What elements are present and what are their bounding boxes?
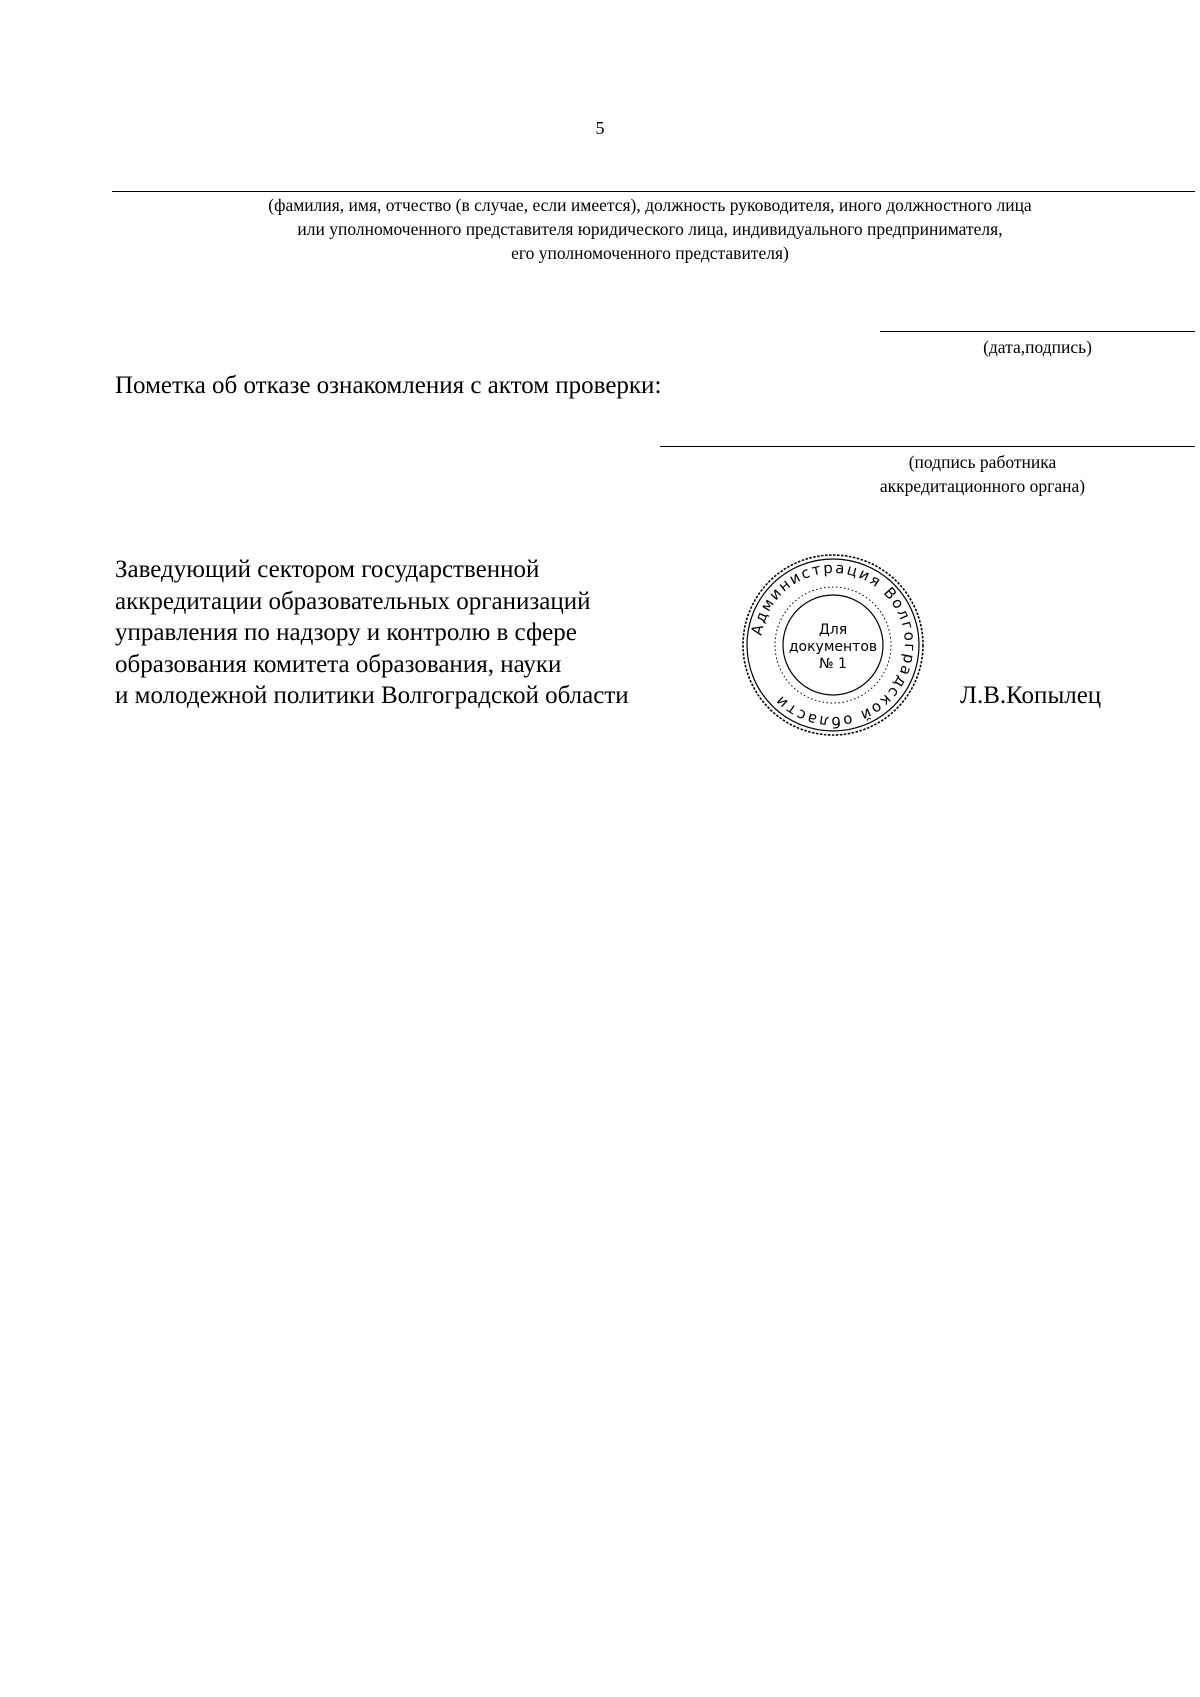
representative-caption-line: его уполномоченного представителя) (511, 243, 789, 263)
stamp-center-line: Для (818, 622, 848, 638)
representative-signature-line (112, 191, 1195, 192)
refusal-caption-line: аккредитационного органа) (879, 476, 1086, 496)
date-signature-caption: (дата,подпись) (983, 337, 1092, 357)
refusal-signature-caption (830, 450, 1135, 498)
stamp-ring-text: Администрация Волгоградской области (747, 558, 920, 732)
signatory-position-line: аккредитации образовательных организаций (115, 587, 591, 615)
signatory-name: Л.В.Копылец (960, 682, 1102, 709)
official-stamp (740, 552, 926, 738)
refusal-signature-line (660, 446, 1195, 447)
signatory-position-line: и молодежной политики Волгоградской области (115, 682, 629, 709)
refusal-caption-line: (подпись работника (908, 452, 1057, 472)
representative-caption-line: или уполномоченного представителя юридического лица, индивидуального предпринимателя, (297, 219, 1003, 239)
signatory-position-line: Заведующий сектором государственной (115, 556, 540, 583)
representative-caption (150, 193, 1150, 265)
signatory-position (115, 554, 629, 712)
stamp-center-line: № 1 (819, 656, 847, 672)
stamp-center-line: документов (788, 639, 878, 655)
stamp-seal-icon (740, 552, 926, 738)
signatory-position-line: управления по надзору и контролю в сфере (115, 619, 577, 646)
page-number: 5 (595, 118, 605, 138)
refusal-note: Пометка об отказе ознакомления с актом проверки: (115, 372, 662, 399)
representative-caption-line: (фамилия, имя, отчество (в случае, если имеется), должность руководителя, иного должностного лица (268, 195, 1032, 215)
date-signature-line (880, 331, 1195, 332)
signatory-position-line: образования комитета образования, науки (115, 650, 562, 678)
